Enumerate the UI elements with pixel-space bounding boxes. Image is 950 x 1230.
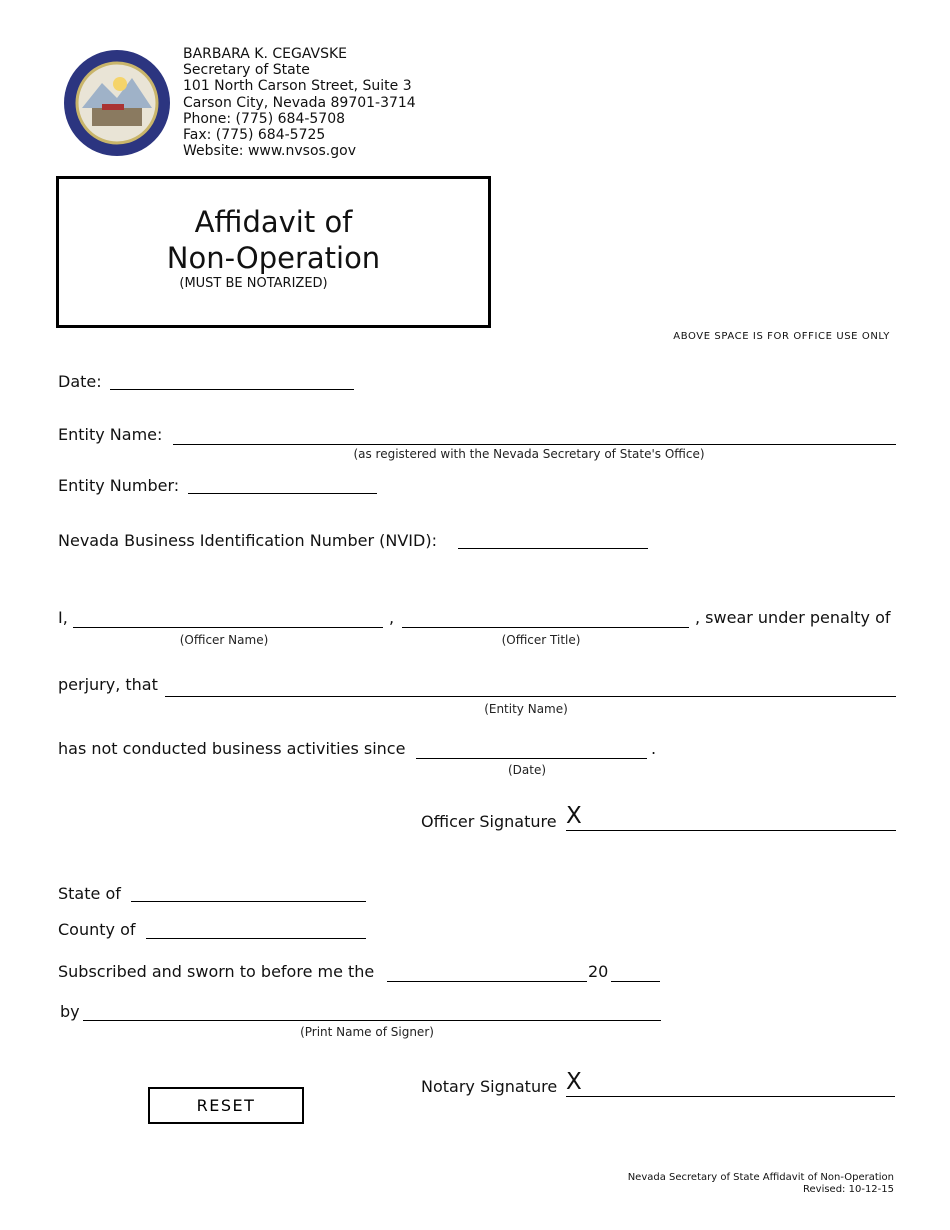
officer-signature-label: Officer Signature [421,812,557,831]
by-label: by [60,1002,80,1021]
entity-name-input[interactable] [173,426,896,445]
notary-signature-input[interactable] [566,1078,895,1097]
since-date-input[interactable] [416,740,647,759]
year-prefix: 20 [588,962,609,981]
subscribed-text: Subscribed and sworn to before me the [58,962,375,981]
secretary-title: Secretary of State [183,62,310,79]
state-of-label: State of [58,884,121,903]
swear-text: , swear under penalty of [695,608,891,627]
comma: , [389,608,395,627]
footer-form-name: Nevada Secretary of State Affidavit of Non-Operation [627,1172,894,1183]
notary-signature-x: X [566,1069,582,1095]
secretary-name: BARBARA K. CEGAVSKE [183,46,348,62]
date-label: Date: [58,372,102,391]
county-of-label: County of [58,920,136,939]
date-caption: (Date) [507,763,547,777]
officer-signature-x: X [566,803,582,829]
nvid-input[interactable] [458,530,648,549]
entity-number-label: Entity Number: [58,476,180,495]
officer-name-input[interactable] [73,609,383,628]
title-box [56,176,491,328]
footer [628,1172,894,1196]
nevada-seal-logo [62,48,172,158]
officer-title-input[interactable] [402,609,689,628]
officer-signature-input[interactable] [566,812,896,831]
signer-caption: (Print Name of Signer) [300,1025,434,1039]
entity-name-caption: (Entity Name) [484,702,568,716]
period: . [651,739,657,758]
website: Website: www.nvsos.gov [183,143,356,160]
notarized-note: (MUST BE NOTARIZED) [179,276,328,291]
entity-number-input[interactable] [188,475,377,494]
state-input[interactable] [131,883,366,902]
county-input[interactable] [146,920,366,939]
address-line-2: Carson City, Nevada 89701-3714 [183,94,416,111]
header-info [183,46,416,159]
entity-name-note: (as registered with the Nevada Secretary of State's Office) [353,447,705,461]
form-title-line-1: Affidavit of [194,205,353,239]
nvid-label: Nevada Business Identification Number (NVID): [58,531,437,550]
office-use-note: ABOVE SPACE IS FOR OFFICE USE ONLY [673,331,890,342]
phone: Phone: (775) 684-5708 [183,110,346,127]
not-conducted-text: has not conducted business activities since [58,739,406,758]
fax: Fax: (775) 684-5725 [183,127,326,144]
i-label: I, [58,608,68,627]
form-title-line-2: Non-Operation [166,241,381,275]
officer-title-caption: (Officer Title) [501,633,581,647]
sworn-day-input[interactable] [387,963,587,982]
date-input[interactable] [110,371,354,390]
officer-name-caption: (Officer Name) [179,633,269,647]
reset-button[interactable]: RESET [148,1087,304,1124]
notary-signature-label: Notary Signature [421,1077,558,1096]
perjury-entity-input[interactable] [165,678,896,697]
sworn-year-input[interactable] [611,963,660,982]
footer-revised: Revised: 10-12-15 [803,1184,894,1195]
address-line-1: 101 North Carson Street, Suite 3 [183,78,412,95]
perjury-text: perjury, that [58,675,158,694]
entity-name-label: Entity Name: [58,425,163,444]
signer-name-input[interactable] [83,1002,661,1021]
